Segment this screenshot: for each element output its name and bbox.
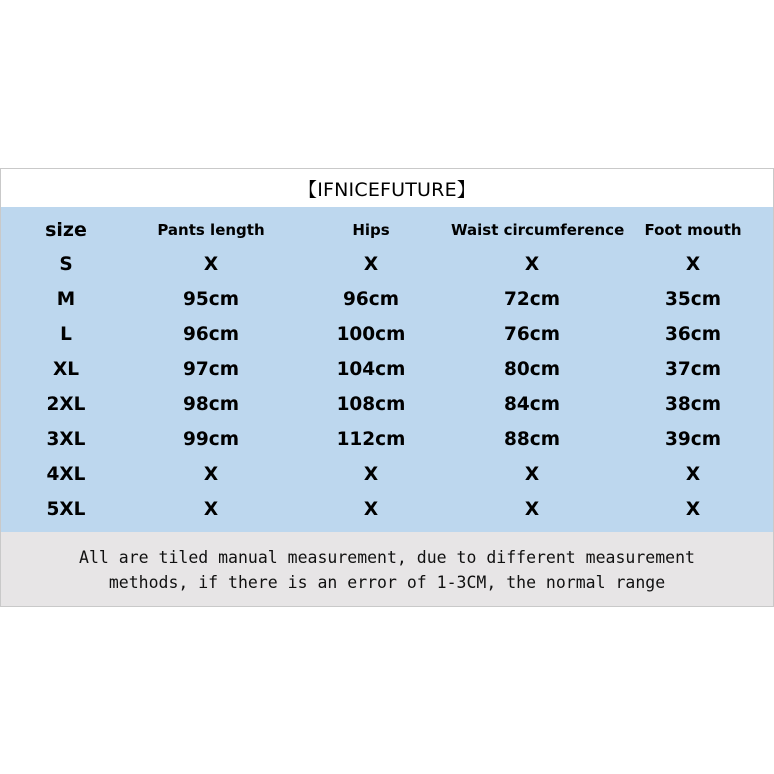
table-row xyxy=(1,247,773,282)
size-cell: XL xyxy=(52,359,80,380)
waist-cell: 80cm xyxy=(504,359,560,380)
pants-length-cell: 99cm xyxy=(183,429,239,450)
table-row xyxy=(1,317,773,352)
hips-cell: 104cm xyxy=(336,359,406,380)
measurement-note-text xyxy=(17,543,757,595)
table-row xyxy=(1,387,773,422)
note-line-1: All are tiled manual measurement, due to different measurement xyxy=(79,548,695,567)
hips-cell: X xyxy=(363,464,379,485)
size-cell: S xyxy=(59,254,73,275)
hips-cell: 108cm xyxy=(336,394,406,415)
pants-length-cell: 96cm xyxy=(183,324,239,345)
header-waist-circumference: Waist circumference xyxy=(451,220,625,239)
hips-cell: 112cm xyxy=(336,429,406,450)
waist-cell: X xyxy=(524,254,540,275)
hips-cell: X xyxy=(363,499,379,520)
size-cell: 2XL xyxy=(46,394,86,415)
table-row xyxy=(1,422,773,457)
foot-mouth-cell: 37cm xyxy=(665,359,721,380)
size-cell: L xyxy=(60,324,72,345)
header-pants-length: Pants length xyxy=(157,220,265,239)
header-foot-mouth: Foot mouth xyxy=(644,220,742,239)
header-size: size xyxy=(45,218,87,241)
pants-length-cell: X xyxy=(203,464,219,485)
table-row xyxy=(1,457,773,492)
size-table xyxy=(1,212,773,527)
waist-cell: 88cm xyxy=(504,429,560,450)
hips-cell: 100cm xyxy=(336,324,406,345)
size-table-area xyxy=(1,207,773,532)
size-cell: M xyxy=(56,289,76,310)
foot-mouth-cell: 38cm xyxy=(665,394,721,415)
size-cell: 3XL xyxy=(46,429,86,450)
pants-length-cell: 95cm xyxy=(183,289,239,310)
foot-mouth-cell: 35cm xyxy=(665,289,721,310)
foot-mouth-cell: X xyxy=(685,254,701,275)
size-cell: 4XL xyxy=(46,464,86,485)
pants-length-cell: X xyxy=(203,499,219,520)
header-hips: Hips xyxy=(352,220,390,239)
foot-mouth-cell: 39cm xyxy=(665,429,721,450)
table-row xyxy=(1,352,773,387)
brand-title: 【IFNICEFUTURE】 xyxy=(1,169,773,207)
table-row xyxy=(1,492,773,527)
foot-mouth-cell: X xyxy=(685,464,701,485)
pants-length-cell: 97cm xyxy=(183,359,239,380)
foot-mouth-cell: X xyxy=(685,499,701,520)
measurement-note xyxy=(1,532,773,606)
waist-cell: 76cm xyxy=(504,324,560,345)
size-chart-card xyxy=(0,168,774,607)
hips-cell: 96cm xyxy=(343,289,399,310)
hips-cell: X xyxy=(363,254,379,275)
header-row xyxy=(1,212,773,247)
pants-length-cell: X xyxy=(203,254,219,275)
waist-cell: 72cm xyxy=(504,289,560,310)
waist-cell: X xyxy=(524,499,540,520)
waist-cell: 84cm xyxy=(504,394,560,415)
pants-length-cell: 98cm xyxy=(183,394,239,415)
foot-mouth-cell: 36cm xyxy=(665,324,721,345)
table-row xyxy=(1,282,773,317)
waist-cell: X xyxy=(524,464,540,485)
size-cell: 5XL xyxy=(46,499,86,520)
note-line-2: methods, if there is an error of 1-3CM, the normal range xyxy=(108,573,666,592)
